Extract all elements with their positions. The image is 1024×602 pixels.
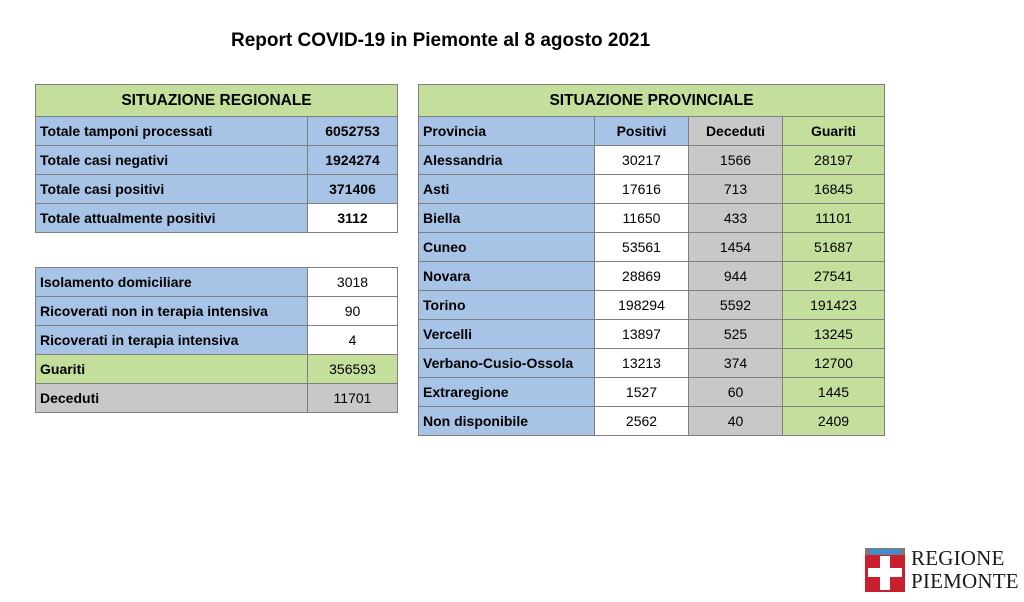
positivi-value: 13897 <box>595 320 689 349</box>
guariti-value: 191423 <box>783 291 885 320</box>
positivi-value: 30217 <box>595 146 689 175</box>
row-label: Deceduti <box>36 384 308 413</box>
table-row <box>419 146 885 175</box>
province-name: Novara <box>419 262 595 291</box>
table-row <box>36 175 398 204</box>
row-value: 4 <box>308 326 398 355</box>
regione-piemonte-emblem-icon <box>865 548 905 592</box>
guariti-value: 16845 <box>783 175 885 204</box>
guariti-value: 28197 <box>783 146 885 175</box>
table-row <box>36 297 398 326</box>
deceduti-value: 1566 <box>689 146 783 175</box>
row-value: 371406 <box>308 175 398 204</box>
regional-header: SITUAZIONE REGIONALE <box>36 85 398 117</box>
deceduti-value: 433 <box>689 204 783 233</box>
regional-summary-table <box>35 84 398 233</box>
column-header: Guariti <box>783 117 885 146</box>
guariti-value: 13245 <box>783 320 885 349</box>
row-value: 11701 <box>308 384 398 413</box>
logo-line-2: PIEMONTE <box>911 569 1019 593</box>
row-value: 3112 <box>308 204 398 233</box>
deceduti-value: 1454 <box>689 233 783 262</box>
details-table <box>35 267 398 413</box>
table-row <box>36 326 398 355</box>
row-label: Isolamento domiciliare <box>36 268 308 297</box>
row-value: 356593 <box>308 355 398 384</box>
row-value: 90 <box>308 297 398 326</box>
table-row <box>36 268 398 297</box>
positivi-value: 53561 <box>595 233 689 262</box>
row-label: Ricoverati non in terapia intensiva <box>36 297 308 326</box>
positivi-value: 11650 <box>595 204 689 233</box>
row-value: 3018 <box>308 268 398 297</box>
deceduti-value: 40 <box>689 407 783 436</box>
positivi-value: 198294 <box>595 291 689 320</box>
province-name: Verbano-Cusio-Ossola <box>419 349 595 378</box>
province-name: Extraregione <box>419 378 595 407</box>
report-title: Report COVID-19 in Piemonte al 8 agosto 2021 <box>231 30 651 51</box>
table-row <box>419 291 885 320</box>
column-header: Deceduti <box>689 117 783 146</box>
provincial-header: SITUAZIONE PROVINCIALE <box>419 85 885 117</box>
guariti-value: 12700 <box>783 349 885 378</box>
table-row <box>36 384 398 413</box>
province-name: Non disponibile <box>419 407 595 436</box>
positivi-value: 28869 <box>595 262 689 291</box>
positivi-value: 17616 <box>595 175 689 204</box>
table-row <box>419 204 885 233</box>
table-row <box>419 349 885 378</box>
column-header: Positivi <box>595 117 689 146</box>
table-row <box>36 146 398 175</box>
table-row <box>419 378 885 407</box>
province-name: Alessandria <box>419 146 595 175</box>
deceduti-value: 374 <box>689 349 783 378</box>
positivi-value: 13213 <box>595 349 689 378</box>
column-header: Provincia <box>419 117 595 146</box>
row-value: 6052753 <box>308 117 398 146</box>
table-row <box>419 407 885 436</box>
guariti-value: 11101 <box>783 204 885 233</box>
table-row <box>36 117 398 146</box>
province-name: Vercelli <box>419 320 595 349</box>
provincial-table <box>418 84 885 436</box>
table-row <box>419 262 885 291</box>
row-label: Totale attualmente positivi <box>36 204 308 233</box>
table-row <box>419 233 885 262</box>
row-label: Totale casi positivi <box>36 175 308 204</box>
logo-line-1: REGIONE <box>911 546 1005 570</box>
guariti-value: 1445 <box>783 378 885 407</box>
table-row <box>419 320 885 349</box>
positivi-value: 1527 <box>595 378 689 407</box>
row-label: Totale tamponi processati <box>36 117 308 146</box>
table-row <box>36 355 398 384</box>
regione-piemonte-logo <box>865 546 1019 593</box>
table-row <box>419 175 885 204</box>
province-name: Asti <box>419 175 595 204</box>
deceduti-value: 525 <box>689 320 783 349</box>
guariti-value: 2409 <box>783 407 885 436</box>
province-name: Torino <box>419 291 595 320</box>
province-name: Biella <box>419 204 595 233</box>
row-value: 1924274 <box>308 146 398 175</box>
positivi-value: 2562 <box>595 407 689 436</box>
row-label: Ricoverati in terapia intensiva <box>36 326 308 355</box>
guariti-value: 51687 <box>783 233 885 262</box>
row-label: Guariti <box>36 355 308 384</box>
province-name: Cuneo <box>419 233 595 262</box>
deceduti-value: 60 <box>689 378 783 407</box>
row-label: Totale casi negativi <box>36 146 308 175</box>
table-row <box>36 204 398 233</box>
table-header-row <box>419 117 885 146</box>
deceduti-value: 944 <box>689 262 783 291</box>
deceduti-value: 5592 <box>689 291 783 320</box>
deceduti-value: 713 <box>689 175 783 204</box>
guariti-value: 27541 <box>783 262 885 291</box>
